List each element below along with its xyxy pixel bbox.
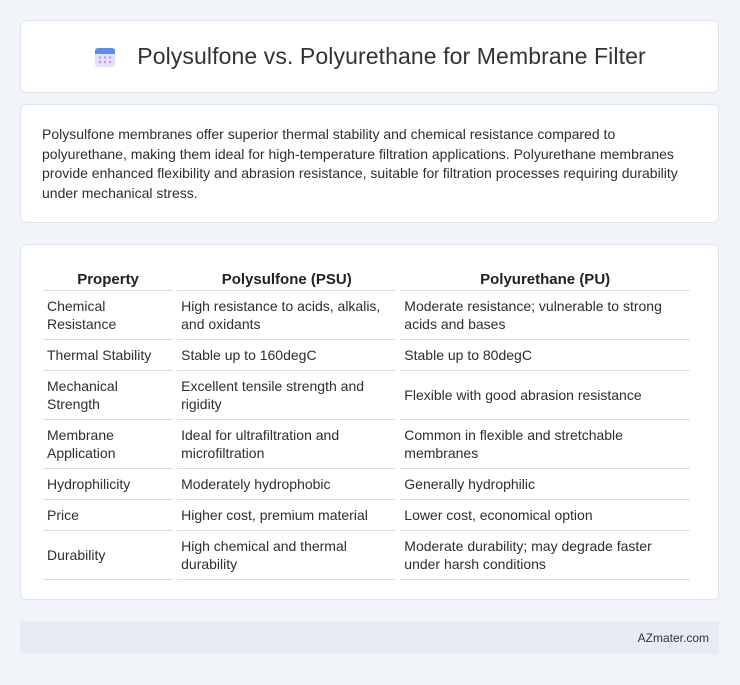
- property-cell: Membrane Application: [43, 420, 173, 469]
- summary-text: Polysulfone membranes offer superior thermal stability and chemical resistance compared to polyurethane, making them ideal for high-temperature filtration applications. Polyurethane membranes provide enhanced flexibility and abrasion resistance, suitable for filtration processes requiring durability under mechanical stress.: [42, 126, 678, 201]
- psu-cell: Higher cost, premium material: [177, 500, 396, 531]
- calendar-grid-icon: [93, 45, 117, 69]
- property-cell: Mechanical Strength: [43, 371, 173, 420]
- pu-cell: Flexible with good abrasion resistance: [400, 371, 690, 420]
- property-cell: Chemical Resistance: [43, 291, 173, 340]
- property-cell: Thermal Stability: [43, 340, 173, 371]
- header-polyurethane: Polyurethane (PU): [400, 265, 690, 291]
- table-row: [43, 371, 690, 420]
- header-property: Property: [43, 265, 173, 291]
- property-cell: Price: [43, 500, 173, 531]
- table-row: [43, 469, 690, 500]
- footer-bar: [20, 621, 719, 654]
- psu-cell: Moderately hydrophobic: [177, 469, 396, 500]
- psu-cell: High resistance to acids, alkalis, and oxidants: [177, 291, 396, 340]
- pu-cell: Moderate durability; may degrade faster under harsh conditions: [400, 531, 690, 580]
- pu-cell: Common in flexible and stretchable membranes: [400, 420, 690, 469]
- table-row: [43, 531, 690, 580]
- pu-cell: Lower cost, economical option: [400, 500, 690, 531]
- header-polysulfone: Polysulfone (PSU): [177, 265, 396, 291]
- comparison-table: [39, 265, 694, 580]
- psu-cell: Ideal for ultrafiltration and microfiltration: [177, 420, 396, 469]
- table-row: [43, 500, 690, 531]
- psu-cell: Excellent tensile strength and rigidity: [177, 371, 396, 420]
- table-header-row: [43, 265, 690, 291]
- comparison-table-card: [20, 244, 719, 600]
- table-row: [43, 291, 690, 340]
- page-title: Polysulfone vs. Polyurethane for Membrane Filter: [137, 43, 646, 69]
- title-card: [20, 20, 719, 93]
- pu-cell: Generally hydrophilic: [400, 469, 690, 500]
- summary-card: [20, 104, 719, 223]
- pu-cell: Stable up to 80degC: [400, 340, 690, 371]
- pu-cell: Moderate resistance; vulnerable to strong acids and bases: [400, 291, 690, 340]
- property-cell: Durability: [43, 531, 173, 580]
- title-wrap: [93, 43, 645, 70]
- psu-cell: High chemical and thermal durability: [177, 531, 396, 580]
- table-row: [43, 420, 690, 469]
- table-row: [43, 340, 690, 371]
- footer-brand: AZmater.com: [637, 630, 709, 645]
- psu-cell: Stable up to 160degC: [177, 340, 396, 371]
- property-cell: Hydrophilicity: [43, 469, 173, 500]
